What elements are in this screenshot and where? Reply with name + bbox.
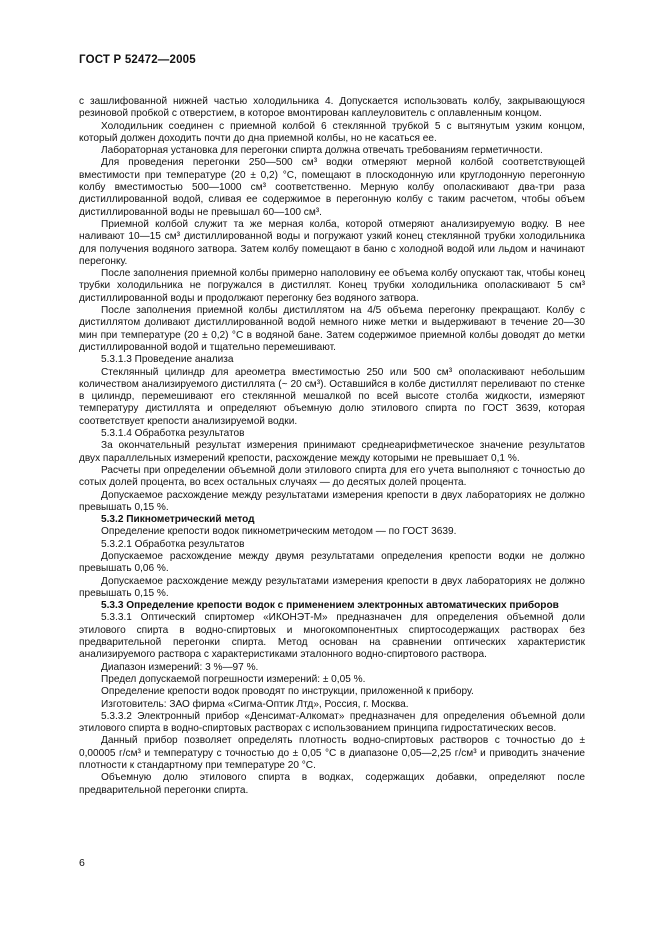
paragraph: После заполнения приемной колбы примерно наполовину ее объема колбу опускают так, чтобы конец трубки холодильника не погружался в дистиллят. Конец трубки холодильника ополаскивают 5 см³ дистиллированной воды и продолжают перегонку без водяного затвора. [79, 268, 585, 304]
paragraph: 5.3.3.1 Оптический спиртомер «ИКОНЭТ-М» предназначен для определения объемной доли этилового спирта в водно-спиртовых и многокомпонентных спиртосодержащих растворах без предварительной перегонки спирта. Метод основан на сравнении оптических характеристик анализируемого раствора с характеристиками эталонного водно-спиртового раствора. [79, 612, 585, 661]
paragraph: Предел допускаемой погрешности измерений: ± 0,05 %. [101, 673, 366, 685]
paragraph: Объемную долю этилового спирта в водках, содержащих добавки, определяют после предварительной перегонки спирта. [79, 772, 585, 796]
paragraph: с зашлифованной нижней частью холодильника 4. Допускается использовать колбу, закрывающуюся резиновой пробкой с отверстием, в которое вмонтирован каплеуловитель с оплавленным концом. [79, 96, 585, 120]
paragraph: Допускаемое расхождение между результатами измерения крепости в двух лабораториях не должно превышать 0,15 %. [79, 489, 585, 513]
paragraph: Холодильник соединен с приемной колбой 6 стеклянной трубкой 5 с вытянутым узким концом, который должен доходить почти до дна приемной колбы, но не касаться ее. [79, 120, 585, 144]
paragraph: Допускаемое расхождение между результатами измерения крепости в двух лабораториях не должно превышать 0,15 %. [79, 575, 585, 599]
page-number: 6 [79, 857, 85, 869]
paragraph: Диапазон измерений: 3 %—97 %. [101, 661, 259, 673]
paragraph: Изготовитель: ЗАО фирма «Сигма-Оптик Лтд», Россия, г. Москва. [101, 698, 409, 710]
paragraph: Для проведения перегонки 250—500 см³ водки отмеряют мерной колбой соответствующей вместимости при температуре (20 ± 0,2) °С, помещают в плоскодонную или круглодонную перегонную колбу вместимостью 500—1000 см³ соответственно. Мерную колбу ополаскивают два-три раза дистиллированной водой, сливая ее содержимое в перегонную колбу с таким расчетом, чтобы объем дистиллированной воды не превышал 60—100 см³. [79, 157, 585, 218]
paragraph: За окончательный результат измерения принимают среднеарифметическое значение результатов двух параллельных измерений крепости, расхождение между которыми не превышает 0,1 %. [79, 440, 585, 464]
section-heading: 5.3.2 Пикнометрический метод [101, 514, 255, 526]
section-heading: 5.3.2.1 Обработка результатов [101, 538, 245, 550]
paragraph: Расчеты при определении объемной доли этилового спирта для его учета выполняют с точностью до сотых долей процента, во всех остальных случаях — до десятых долей процента. [79, 464, 585, 489]
document-body [79, 96, 585, 797]
paragraph: Допускаемое расхождение между двумя результатами определения крепости водки не должно превышать 0,06 %. [79, 550, 585, 575]
section-heading: 5.3.1.4 Обработка результатов [101, 428, 245, 440]
section-heading: 5.3.1.3 Проведение анализа [101, 354, 234, 366]
section-heading: 5.3.3 Определение крепости водок с применением электронных автоматических приборов [101, 600, 559, 612]
paragraph: Приемной колбой служит та же мерная колба, которой отмеряют анализируемую водку. В нее наливают 10—15 см³ дистиллированной воды и погружают узкий конец стеклянной трубки холодильника для получения водяного затвора. Затем колбу помещают в баню с холодной водой или льдом и начинают перегонку. [79, 218, 585, 267]
paragraph: Данный прибор позволяет определять плотность водно-спиртовых растворов с точностью до ± 0,00005 г/см³ и температуру с точностью до ± 0,05 °С в диапазоне 0,05—2,25 г/см³ и приводить значение плотности к стандартному при температуре 20 °С. [79, 735, 585, 772]
paragraph: После заполнения приемной колбы дистиллятом на 4/5 объема перегонку прекращают. Колбу с дистиллятом доливают дистиллированной водой немного ниже метки и выдерживают в течение 20—30 мин при температуре (20 ± 0,2) °С в водяной бане. Затем содержимое приемной колбы доводят до метки дистиллированной водой и тщательно перемешивают. [79, 305, 585, 353]
paragraph: Стеклянный цилиндр для ареометра вместимостью 250 или 500 см³ ополаскивают небольшим количеством анализируемого дистиллята (~ 20 см³). Оставшийся в колбе дистиллят переливают по стенке в цилиндр, перемешивают его стеклянной мешалкой по всей высоте столба жидкости, измеряют температуру дистиллята и определяют объемную долю этилового спирта по ГОСТ 3639, которая соответствует крепости анализируемой водки. [79, 366, 585, 427]
paragraph: Определение крепости водок пикнометрическим методом — по ГОСТ 3639. [101, 526, 457, 538]
paragraph: Лабораторная установка для перегонки спирта должна отвечать требованиям герметичности. [101, 145, 543, 157]
page-header: ГОСТ Р 52472—2005 [79, 54, 196, 66]
paragraph: Определение крепости водок проводят по инструкции, приложенной к прибору. [101, 686, 474, 698]
paragraph: 5.3.3.2 Электронный прибор «Денсимат-Алкомат» предназначен для определения объемной доли этилового спирта в водно-спиртовых растворах с использованием принципа гидростатических весов. [79, 710, 585, 735]
